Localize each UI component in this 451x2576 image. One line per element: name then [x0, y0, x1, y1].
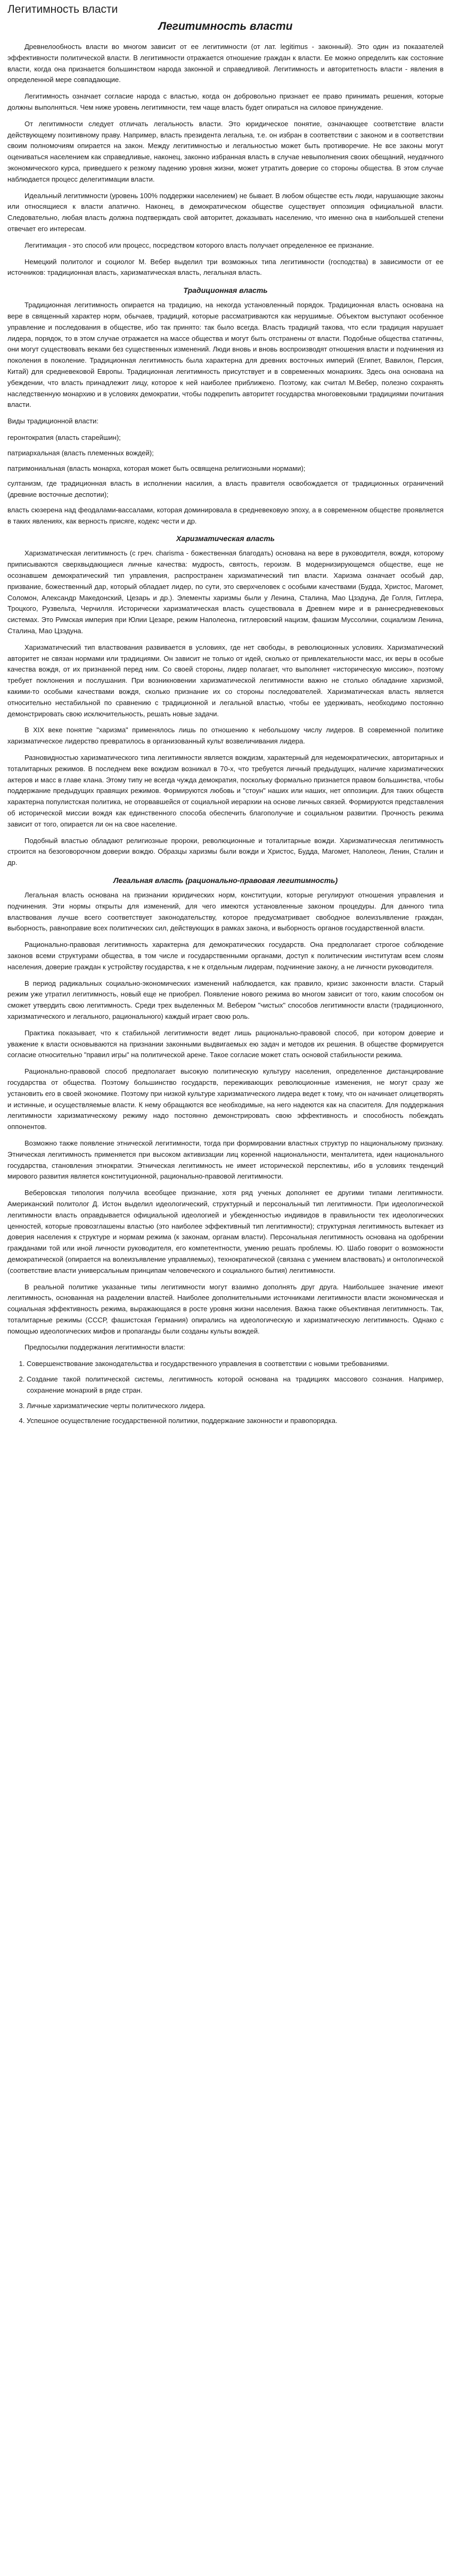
list-item: султанизм, где традиционная власть в исполнении насилия, а власть правителя освобождается от традиционных ограничений (древние восточные деспотии); [7, 479, 444, 499]
intro-paragraph: Идеальный легитимности (уровень 100% поддержки населением) не бывает. В любом обществе есть люди, нарушающие законы или относящиеся к власти апатично. Наконец, в демократическом обществе существует оппозиция официальной власти. Следовательно, любая власть должна подтверждать свой авторитет, доказывать населению, что именно она в наибольшей степени отвечает его интересам. [7, 191, 444, 233]
section-paragraph: Харизматическая легитимность (с греч. charisma - божественная благодать) основана на вере в руководителя, вождя, которому приписываются сверхвыдающиеся личные качества: мудрость, святость, героизм. В модернизирующемся обществе, еще не осознавшем демократический тип управления, распространен харизматический тип власти. Харизма означает особый дар, призвание, божественный дар, который обладает лидер, по сути, это сверхчеловек с особыми качествами (Будда, Христос, Магомет, Соломон, Александр Македонский, Цезарь и др.). Элементы харизмы были у Ленина, Сталина, Мао Цзэдуна, Де Голля, Гитлера, Троцкого, Рузвельта, Черчилля. Исторически харизматическая власть существовала в Древнем мире и в раннесредневековых системах. Это Римская империя при Юлии Цезаре, режим Наполеона, гитлеровский нацизм, фашизм Муссолини, социализм Ленина, Сталина, Мао Цзэдуна. [7, 549, 444, 635]
intro-paragraph: От легитимности следует отличать легальность власти. Это юридическое понятие, означающее соответствие власти действующему позитивному праву. Например, власть президента легальна, т.е. он избран в соответствии с законом и в соответствии своим полномочиям опирается на закон. Между легитимностью и легальностью может быть противоречие. Не все законы могут оцениваться населением как справедливые, наконец, законно избранная власть в случае невыполнения своих обещаний, неудачного экономического курса, приведшего к резкому падению уровня жизни, может утратить доверие со стороны общества. В этом случае наблюдается процесс делегитимации власти. [7, 119, 444, 183]
page-title: Легитимность власти [7, 3, 118, 15]
section-paragraph: Легальная власть основана на признании юридических норм, конституции, которые регулируют отношения управления и подчинения. Эти нормы открыты для изменений, для чего имеются установленные законом процедуры. Для данного типа властвования лучше всего соответствует законодательству, которое предусматривает свободное волеизъявление граждан, выборность, равноправие всех политических сил, действующих в рамках закона, и выборность органов государственной власти. [7, 891, 444, 933]
section-paragraph: В период радикальных социально-экономических изменений наблюдается, как правило, кризис законности власти. Старый режим уже утратил легитимность, новый еще не приобрел. Появление нового режима во многом зависит от того, каким способом он сможет утвердить свою легитимность. Среди трех выделенных М. Вебером "чистых" способов легитимности власти (традиционного, харизматического и легального, рационального) каждый играет свою роль. [7, 979, 444, 1020]
section-paragraph: Возможно также появление этнической легитимности, тогда при формировании властных структур по национальному признаку. Этническая легитимность применяется при высоком активизации лиц коренной национальности, менталитета, идеи национального государства, становления этнократии. Этническая легитимность не имеет исторической перспективы, ибо в условиях тенденций мирового развития является конституционной, рационально-правовой легитимности. [7, 1139, 444, 1181]
conditions-list [7, 1359, 444, 1427]
section-paragraph: Харизматический тип властвования развивается в условиях, где нет свободы, в революционных условиях. Харизматический авторитет не связан нормами или традициями. Он зависит не только от идей, сколько от привлекательности масс, их веры в особые качества вождя, от их признанной перед ним. Со своей стороны, лидер полагает, что выполняет «историческую миссию», поэтому требует поклонения и послушания. При возникновении харизматической легитимности важно не столько обладание харизмой, какими-то особыми качествами вождя, сколько признание их со стороны последователей. Харизматическая власть является относительно нестабильной по сравнению с традиционной и легальной властью, чтобы ее удерживать, необходимо постоянно демонстрировать свою исключительность, решать новые задачи. [7, 643, 444, 718]
section-paragraph: Веберовская типология получила всеобщее признание, хотя ряд ученых дополняет ее другими типами легитимности. Американский политолог Д. Истон выделил идеологический, структурный и персональный тип легитимности. При идеологической легитимности власть оправдывается официальной идеологией и убежденностью индивидов в правильности тех идеологических ценностей, которые провозглашены властью (это наиболее эффективный тип легитимности); структурная легитимность вытекает из доверия населения к структуре и нормам режима (к законам, органам власти). Персональная легитимность основана на одобрении гражданами той или иной личности руководителя, его компетентности, умению решать проблемы. Ю. Шабо говорит о возможности демократической (опирается на волеизъявление управляемых), технократической (связана с умением властвовать) и онтологической (соответствие власти универсальным принципам человеческого и социального бытия) легитимности. [7, 1189, 444, 1274]
intro-paragraph: Легитимация - это способ или процесс, посредством которого власть получает определенное ее признание. [24, 241, 374, 249]
intro-section [7, 42, 444, 279]
intro-paragraph: Древнелообность власти во многом зависит от ее легитимности (от лат. legitimus - законный). Это один из показателей эффективности политической власти. В легитимности отражается отношение граждан к власти. Ее можно определить как состояние власти, когда она признается большинством народа законной и справедливой. Легитимность и авторитетность власти - явления в определенной мере совпадающие. [7, 43, 444, 84]
charismatic-section [7, 534, 444, 869]
list-label: Предпосылки поддержания легитимности власти: [24, 1343, 185, 1352]
intro-paragraph: Немецкий политолог и социолог М. Вебер выделил три возможных типа легитимности (господства) в зависимости от ее источников: традиционная власть, харизматическая власть, легальная власть. [7, 257, 444, 277]
section-paragraph: Разновидностью харизматического типа легитимности является вождизм, характерный для недемократических, авторитарных и тоталитарных режимов. В последнем веке вождизм возникал в 70-х, что требуется личный предыдущих, наличие харизматических актеров и масс в главе клана. Этому типу не всегда чужда демократия, поскольку формально признается правом большинства, чтобы поддержание предыдущих правящих режимов. Формируются любовь и "стоун" наших или наших, нет оппозиции. Для таких обществ характерна популистская политика, не оторвавшейся от социальной иерархии на основе личных связей. Формируются представления об исторической миссии вождя как единственного способа обеспечить благополучие и социальном развитии. Прочность режима зависит от того, опирается ли он на свое население. [7, 754, 444, 828]
section-paragraph: Рационально-правовой способ предполагает высокую политическую культуру населения, определенное дистанцирование государства от общества. Поэтому большинство государств, переживающих революционные изменения, не могут сразу же установить его в своей экономике. Поэтому при низкой культуре харизматического лидера ведет к тому, что он начинает олицетворять и истинные, и осуществляемые власти. К нему обращаются все необходимые, на него надеются как на спасителя. Для поддержания легитимности харизматическому режиму надо постоянно демонстрировать свою эффективность и способность побеждать оппонентов. [7, 1067, 444, 1131]
document-title: Легитимность власти [158, 20, 293, 32]
legal-section [7, 876, 444, 1427]
list-item: 2. Создание такой политической системы, легитимность которой основана на традициях массового сознания. Например, сохранение монархий в ряде стран. [27, 1374, 444, 1396]
section-paragraph: В реальной политике указанные типы легитимности могут взаимно дополнять друг друга. Наибольшее значение имеют легитимность, основанная на разделении властей. Наиболее дополнительными источниками легитимности власти экономическая и социальная эффективность режима, выражающаяся в росте уровня жизни населения. Важна также объективная легитимность. Так, тоталитарные режимы (СССР, фашистская Германия) опирались на идеологическую и харизматическую легитимность. Однако с помощью идеологических мифов и пропаганды были созданы культы вождей. [7, 1282, 444, 1335]
list-item: 1. Совершенствование законодательства и государственного управления в соответствии с новыми требованиями. [27, 1359, 444, 1370]
section-heading: Харизматическая власть [176, 534, 275, 543]
section-paragraph: В XIX веке понятие "харизма" применялось лишь по отношению к небольшому числу лидеров. В современной политике харизматическое лидерство превратилось в организованный культ возвеличивания лидера. [7, 726, 444, 746]
section-paragraph: Подобный властью обладают религиозные пророки, революционные и тоталитарные вожди. Харизматическая легитимность строится на безоговорочном доверии вождю. Образцы харизмы были вожди и Христос, Будда, Магомет, Наполеон, Ленин, Сталин и др. [7, 836, 444, 867]
intro-paragraph: Легитимность означает согласие народа с властью, когда он добровольно признает ее право принимать решения, которые должны выполняться. Чем ниже уровень легитимности, тем чаще власть будет опираться на силовое принуждение. [7, 92, 444, 111]
section-heading: Традиционная власть [183, 286, 268, 295]
list-item: патримониальная (власть монарха, которая может быть освящена религиозными нормами); [7, 464, 306, 472]
list-item: патриархальная (власть племенных вождей); [7, 448, 154, 457]
section-paragraph: Традиционная легитимность опирается на традицию, на некогда установленный порядок. Традиционная власть основана на вере в священный характер норм, обычаев, традиций, которые рассматриваются как нерушимые. Объектом выступают особенное управление и последования в обществе, ибо так принято: так было всегда. Власть традиций такова, что если традиция нарушает лидера, порядок, то в этом случае отражается на массе общества и могут быть отстранены от власти. Подобные общества статичны, они могут существовать веками без существенных изменений. Люди вновь и вновь воспроизводят отношения власти и подчинения из поколения в поколение. Традиционная легитимность была характерна для древних восточных империй (Египет, Вавилон, Персия, Китай) для средневековой Европы. Традиционная легитимность присутствует и в современных монархиях. Здесь она основана на убеждении, что власть принадлежит лицу, которое к ней наиболее приближено. Поэтому, как считал М.Вебер, полезно сохранять наследственную монархию и в условиях демократии, чтобы подкрепить авторитет государства многовековыми традициями почитания власти. [7, 301, 444, 409]
list-item: 3. Личные харизматические черты политического лидера. [27, 1401, 444, 1412]
list-label: Виды традиционной власти: [7, 417, 99, 426]
list-item: 4. Успешное осуществление государственной политики, поддержание законности и правопорядка. [27, 1416, 444, 1427]
list-item: геронтократия (власть старейшин); [7, 433, 121, 441]
list-item: власть сюзерена над феодалами-вассалами, которая доминировала в средневековую эпоху, а в современном обществе проявляется в таких явлениях, как верность присяге, кодекс чести и др. [7, 505, 444, 525]
traditional-section [7, 286, 444, 527]
section-paragraph: Практика показывает, что к стабильной легитимности ведет лишь рационально-правовой способ, при котором доверие и уважение к власти основываются на признании законными выдвигаемых ею задач и методов их решения. В обществе формируется согласие относительно "правил игры" на политической арене. Такое согласие может стать основой стабильности режима. [7, 1028, 444, 1059]
section-heading: Легальная власть (рационально-правовая легитимность) [113, 876, 338, 885]
section-paragraph: Рационально-правовая легитимность характерна для демократических государств. Она предполагает строгое соблюдение законов всеми структурами общества, в том числе и государственными органами, доступ к политическим институтам всем слоям населения, доверие граждан к устройству государства, к не к отдельным лидерам, подчинение закону, а не личности руководителя. [7, 941, 444, 971]
